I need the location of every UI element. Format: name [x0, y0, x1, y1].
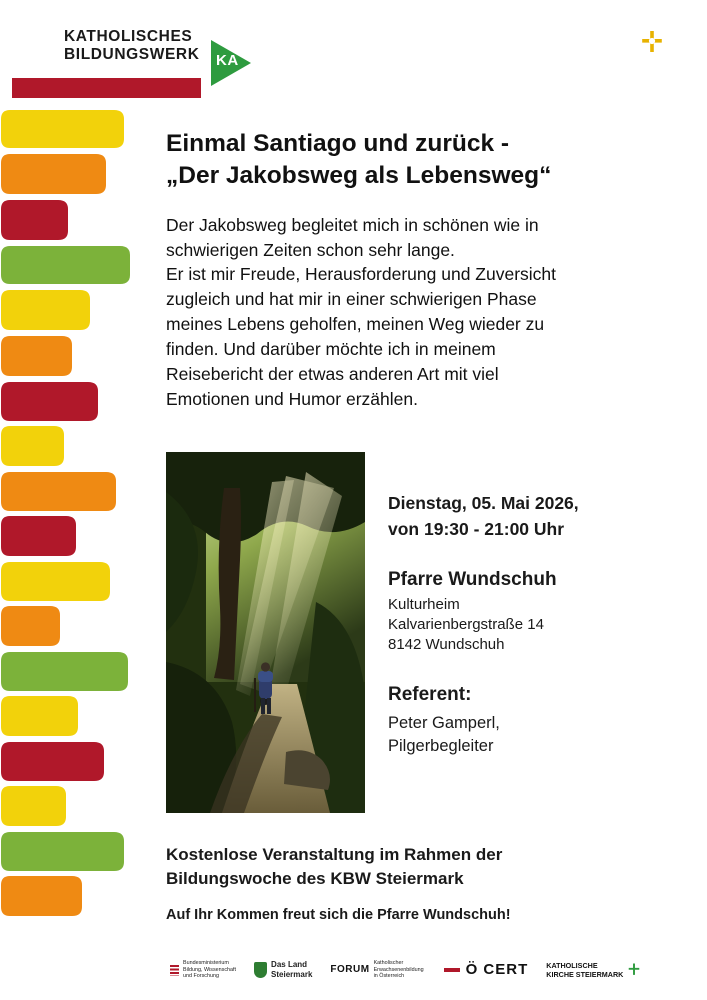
sponsor-line2: Bildung, Wissenschaft: [183, 966, 237, 973]
red-rule: [12, 78, 201, 98]
speaker-name: Peter Gamperl,: [388, 713, 500, 732]
ka-abbreviation: KA: [216, 52, 239, 69]
cert-red-bar-icon: [444, 968, 460, 972]
free-event-line1: Kostenlose Veranstaltung im Rahmen der: [166, 845, 503, 864]
sponsor-line2: Steiermark: [271, 970, 313, 979]
intro-line: Emotionen und Humor erzählen.: [166, 388, 418, 409]
decorative-color-strip: [0, 104, 136, 936]
event-time-line: von 19:30 - 21:00 Uhr: [388, 519, 565, 540]
forum-logo: [330, 960, 425, 980]
sponsor-line2: KIRCHE STEIERMARK: [546, 970, 624, 979]
event-address: [388, 595, 636, 656]
sponsor-line3: Erwachsenenbildung in Österreich: [373, 966, 424, 980]
event-details: [388, 490, 636, 759]
welcome-note: Auf Ihr Kommen freut sich die Pfarre Wundschuh!: [166, 907, 511, 924]
austria-flag-icon: [170, 965, 179, 976]
intro-line: meines Lebens geholfen, meinen Weg wieder zu: [166, 314, 545, 335]
intro-line: Reisebericht der etwas anderen Art mit viel: [166, 363, 499, 384]
address-line3: 8142 Wundschuh: [388, 636, 505, 654]
intro-line: Der Jakobsweg begleitet mich in schönen wie in: [166, 214, 539, 235]
main-content: [166, 128, 636, 411]
sponsor-line1: Das Land: [271, 960, 308, 970]
sponsor-line1: KATHOLISCHE: [546, 961, 598, 970]
event-date-line1: Dienstag, 05. Mai 2026,: [388, 493, 579, 513]
address-line2: Kalvarienbergstraße 14: [388, 615, 544, 633]
land-steiermark-logo: [254, 960, 312, 979]
intro-line: Er ist mir Freude, Herausforderung und Zuversicht: [166, 264, 557, 285]
ka-triangle-mark: [211, 28, 257, 86]
event-venue: Pfarre Wundschuh: [388, 568, 557, 590]
free-event-note: [166, 843, 646, 891]
forum-wordmark: FORUM: [330, 963, 370, 975]
intro-line: zugleich und hat mir in einer schwierigen Phase: [166, 289, 537, 310]
sponsor-line2: Katholischer: [373, 959, 404, 966]
address-line1: Kulturheim: [388, 595, 460, 613]
sponsor-line1: Bundesministerium: [183, 959, 229, 966]
page-title: [166, 128, 636, 193]
speaker-info: [388, 712, 636, 759]
katholische-kirche-steiermark-logo: [546, 961, 641, 979]
free-event-line2: Bildungswoche des KBW Steiermark: [166, 869, 464, 889]
event-date: [388, 490, 636, 543]
cross-icon: [639, 30, 665, 56]
title-line-2: „Der Jakobsweg als Lebensweg“: [166, 162, 552, 190]
intro-paragraph: [166, 213, 636, 412]
speaker-label: Referent:: [388, 683, 472, 705]
steiermark-shield-icon: [254, 962, 267, 978]
cert-wordmark: Ö CERT: [465, 960, 529, 978]
organisation-name-line1: KATHOLISCHES: [64, 28, 193, 45]
pilgrim-photo: [166, 452, 365, 813]
kirche-cross-icon: [627, 963, 641, 977]
intro-line: finden. Und darüber möchte ich in meinem: [166, 338, 496, 359]
sponsor-logo-bar: [170, 950, 680, 990]
intro-line: schwierigen Zeiten schon sehr lange.: [166, 239, 455, 260]
oe-cert-logo: [444, 961, 529, 980]
footer-notes: [166, 843, 646, 923]
organisation-name-line2: BILDUNGSWERK: [64, 45, 200, 63]
sponsor-line3: und Forschung: [183, 973, 219, 980]
photo-and-details: [166, 452, 636, 817]
bundesministerium-logo: [170, 960, 236, 980]
speaker-role: Pilgerbegleiter: [388, 737, 494, 756]
title-line-1: Einmal Santiago und zurück -: [166, 130, 510, 157]
